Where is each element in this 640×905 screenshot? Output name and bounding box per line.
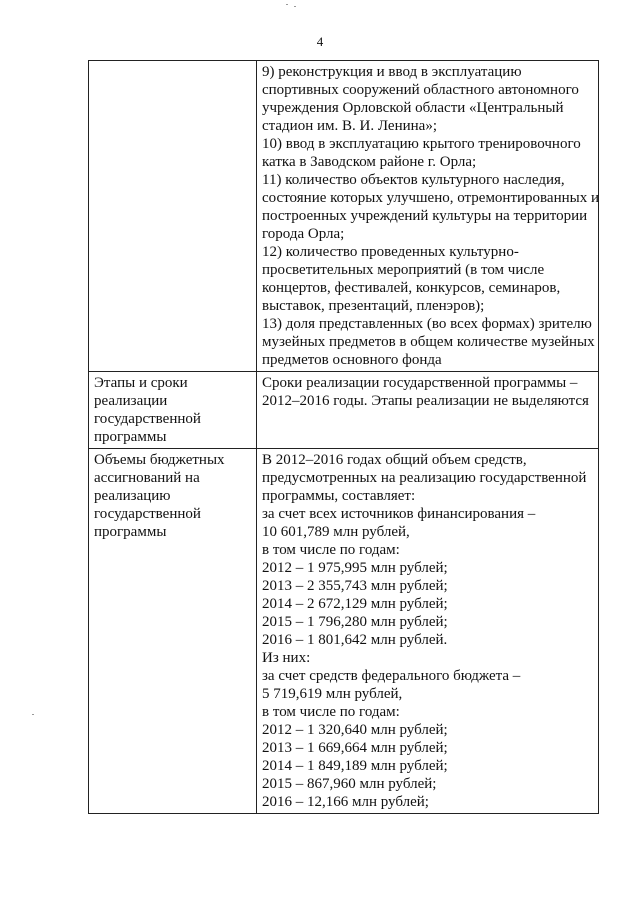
content-line: построенных учреждений культуры на территории xyxy=(262,208,588,224)
content-line: за счет средств федерального бюджета – xyxy=(262,668,521,684)
content-line: 2015 – 867,960 млн рублей; xyxy=(262,776,437,792)
scan-speck xyxy=(32,714,34,715)
content-line: музейных предметов в общем количестве музейных xyxy=(262,334,595,350)
content-line: 11) количество объектов культурного наследия, xyxy=(262,172,565,188)
content-item xyxy=(262,374,594,410)
row-content xyxy=(262,374,594,410)
table-row xyxy=(89,61,599,372)
content-line: 2012–2016 годы. Этапы реализации не выделяются xyxy=(262,393,589,409)
row-content-cell xyxy=(257,449,599,814)
content-line: состояние которых улучшено, отремонтированных и xyxy=(262,190,599,206)
label-line: реализации xyxy=(94,393,168,409)
content-line: 9) реконструкция и ввод в эксплуатацию xyxy=(262,64,522,80)
program-passport-table xyxy=(88,60,599,814)
table-row xyxy=(89,449,599,814)
table-row xyxy=(89,372,599,449)
content-line: 2016 – 12,166 млн рублей; xyxy=(262,794,429,810)
content-line: предусмотренных на реализацию государственной xyxy=(262,470,587,486)
content-item xyxy=(262,243,594,315)
content-line: стадион им. В. И. Ленина»; xyxy=(262,118,437,134)
content-line: 2013 – 2 355,743 млн рублей; xyxy=(262,578,448,594)
content-line: 2012 – 1 320,640 млн рублей; xyxy=(262,722,448,738)
content-line: предметов основного фонда xyxy=(262,352,442,368)
content-line: программы, составляет: xyxy=(262,488,416,504)
content-item xyxy=(262,171,599,243)
content-line: 2014 – 2 672,129 млн рублей; xyxy=(262,596,448,612)
content-item xyxy=(262,63,594,135)
content-line: 2014 – 1 849,189 млн рублей; xyxy=(262,758,448,774)
label-line: реализацию xyxy=(94,488,171,504)
scan-speck xyxy=(286,4,288,5)
page-number: 4 xyxy=(316,34,324,49)
content-item xyxy=(262,451,594,811)
label-line: программы xyxy=(94,524,167,540)
label-line: Объемы бюджетных xyxy=(94,452,225,468)
content-line: Сроки реализации государственной программы – xyxy=(262,375,578,391)
row-content xyxy=(262,63,599,369)
label-line: Этапы и сроки xyxy=(94,375,188,391)
label-line: государственной xyxy=(94,411,201,427)
content-line: Из них: xyxy=(262,650,311,666)
label-line: программы xyxy=(94,429,167,445)
content-line: 2012 – 1 975,995 млн рублей; xyxy=(262,560,448,576)
label-line: ассигнований на xyxy=(94,470,200,486)
label-line: государственной xyxy=(94,506,201,522)
content-line: спортивных сооружений областного автономного xyxy=(262,82,579,98)
content-item xyxy=(262,315,594,369)
row-label-cell xyxy=(89,449,257,814)
row-label-cell xyxy=(89,61,257,372)
row-content-cell xyxy=(257,61,599,372)
content-line: в том числе по годам: xyxy=(262,704,400,720)
row-label xyxy=(94,374,252,446)
scan-speck xyxy=(294,6,296,7)
content-line: 10 601,789 млн рублей, xyxy=(262,524,410,540)
content-line: 5 719,619 млн рублей, xyxy=(262,686,403,702)
content-line: выставок, презентаций, пленэров); xyxy=(262,298,485,314)
content-line: за счет всех источников финансирования – xyxy=(262,506,536,522)
content-line: 12) количество проведенных культурно- xyxy=(262,244,519,260)
content-line: 13) доля представленных (во всех формах) зрителю xyxy=(262,316,592,332)
row-label xyxy=(94,451,252,541)
row-label-cell xyxy=(89,372,257,449)
content-line: просветительных мероприятий (в том числе xyxy=(262,262,545,278)
content-line: города Орла; xyxy=(262,226,345,242)
content-line: в том числе по годам: xyxy=(262,542,400,558)
content-line: концертов, фестивалей, конкурсов, семинаров, xyxy=(262,280,561,296)
content-line: 2015 – 1 796,280 млн рублей; xyxy=(262,614,448,630)
content-line: В 2012–2016 годах общий объем средств, xyxy=(262,452,527,468)
content-line: 2016 – 1 801,642 млн рублей. xyxy=(262,632,448,648)
row-content-cell xyxy=(257,372,599,449)
content-line: катка в Заводском районе г. Орла; xyxy=(262,154,477,170)
content-line: 2013 – 1 669,664 млн рублей; xyxy=(262,740,448,756)
content-line: 10) ввод в эксплуатацию крытого тренировочного xyxy=(262,136,581,152)
row-content xyxy=(262,451,594,811)
content-line: учреждения Орловской области «Центральный xyxy=(262,100,564,116)
content-item xyxy=(262,135,594,171)
